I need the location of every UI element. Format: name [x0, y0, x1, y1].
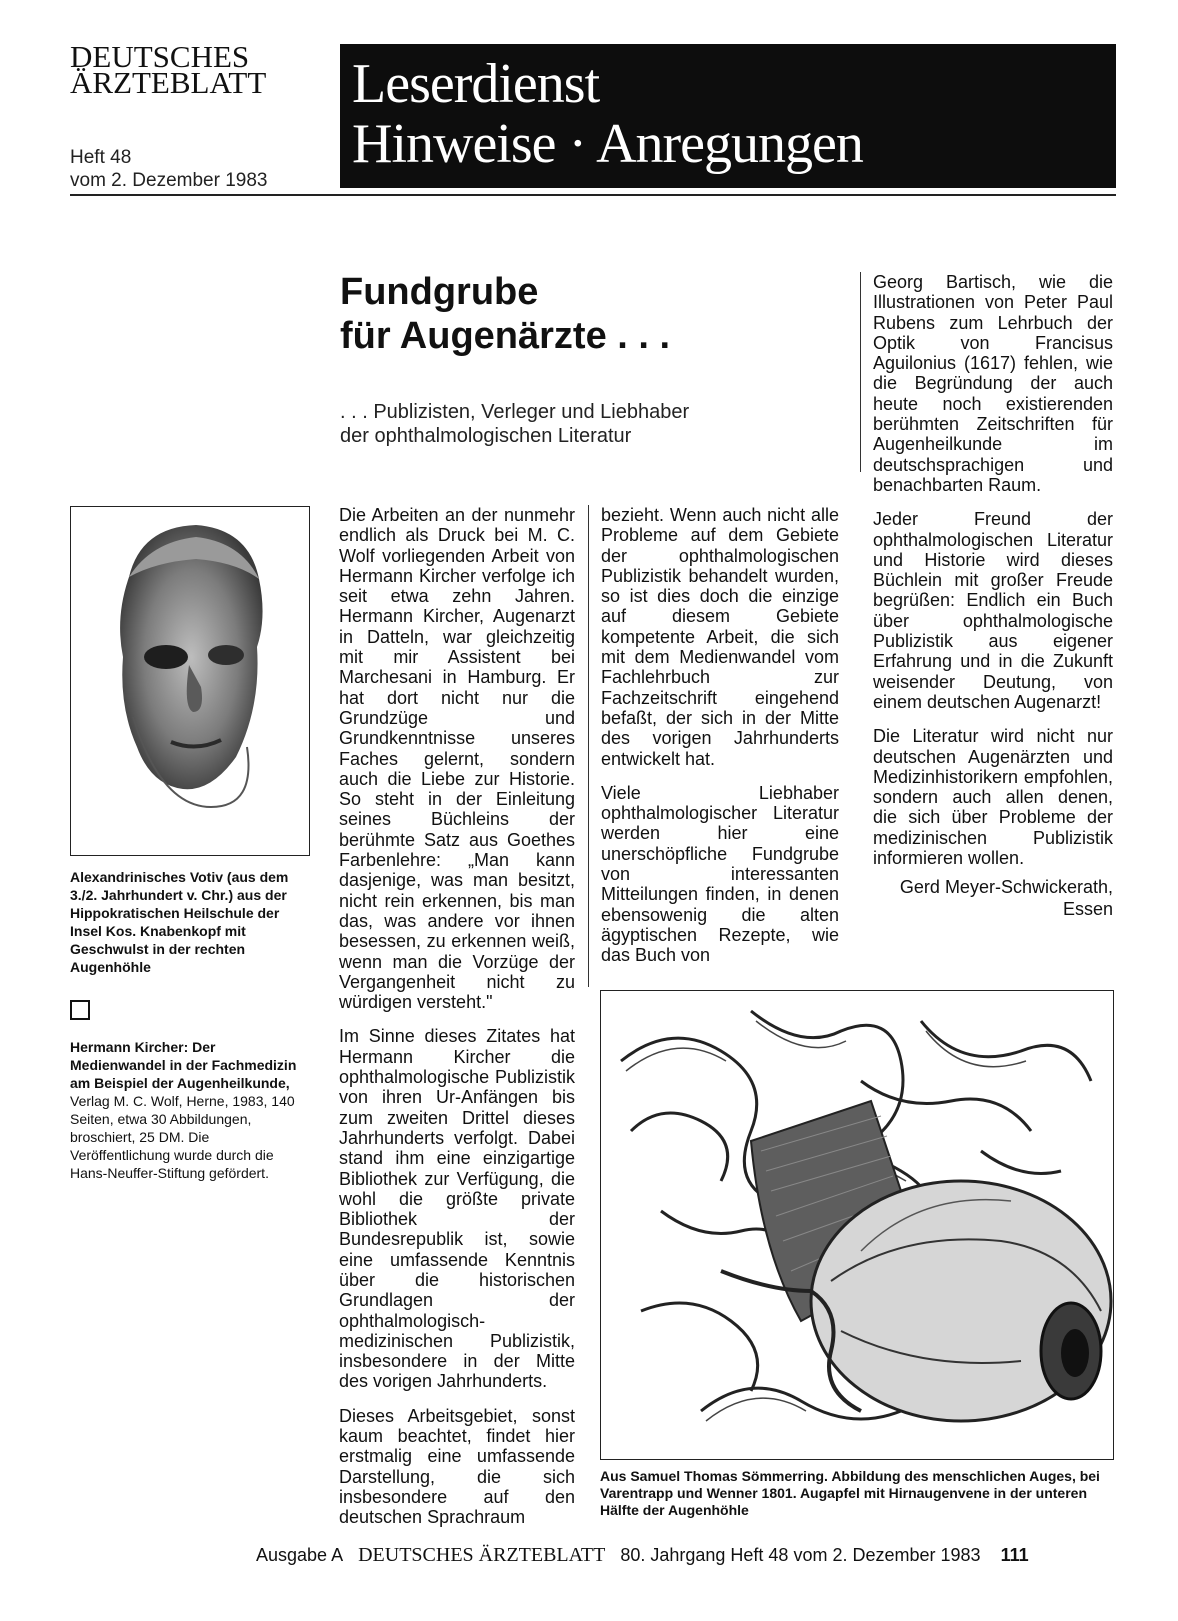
paragraph: Viele Liebhaber ophthalmologischer Literatur werden hier eine unerschöpfliche Fundgrube von interessanten Mitteilungen finden, in denen ebensowenig die alten ägyptischen Rezepte, wie das Buch von: [601, 782, 839, 966]
author-name: Gerd Meyer-Schwickerath,: [899, 877, 1113, 898]
headline-line2: für Augenärzte . . .: [340, 315, 671, 357]
issue-info: [70, 146, 268, 192]
banner-line2: Hinweise · Anregungen: [352, 113, 863, 175]
eye-illustration: [600, 990, 1114, 1460]
issue-date: vom 2. Dezember 1983: [70, 170, 268, 191]
issue-number: Heft 48: [70, 147, 132, 168]
column-divider: [860, 272, 861, 472]
subhead-line1: . . . Publizisten, Verleger und Liebhaber: [340, 401, 690, 423]
paragraph: Georg Bartisch, wie die Illustrationen von Peter Paul Rubens zum Lehrbuch der Optik von Francisus Aguilonius (1617) fehlen, wie die Begründung der auch heute noch existierenden berühmten Zeitschriften für Augenheilkunde im deutschsprachigen und benachbarten Raum.: [873, 272, 1113, 495]
headline-line1: Fundgrube: [340, 271, 539, 313]
book-title: Hermann Kircher: Der Medienwandel in der Fachmedizin am Beispiel der Augenheilkunde,: [70, 1039, 297, 1091]
paragraph: Im Sinne dieses Zitates hat Hermann Kircher die ophthalmologische Publizistik von ihren Ur-Anfängen bis zum zweiten Drittel dieses Jahrhunderts verfolgt. Dabei stand ihm eine einzigartige Bibliothek zur Verfügung, die wohl die größte private Bibliothek der Bundesrepublik ist, sowie eine umfassende Kenntnis über die historischen Grundlagen der ophthalmologisch-medizinischen Publizistik, insbesondere in der Mitte des vorigen Jahrhunderts.: [339, 1026, 575, 1392]
author-city: Essen: [1062, 899, 1113, 920]
column-divider: [588, 505, 589, 987]
paragraph: Die Arbeiten an der nunmehr endlich als Druck bei M. C. Wolf vorliegenden Arbeit von Hermann Kircher verfolge ich seit etwa zehn Jahren. Hermann Kircher, Augenarzt in Datteln, war gleichzeitig mit mir Assistent bei Marchesani in Hamburg. Er hat dort nicht nur die Grundzüge und Grundkenntnisse unseres Faches gelernt, sondern auch die Liebe zur Historie. So steht in der Einleitung seines Büchleins der berühmte Satz aus Goethes Farbenlehre: „Man kann dasjenige, was man besitzt, nicht rein erkennen, bis man das, was andere vor ihnen besessen, zu erkennen weiß, wenn man die Vorzüge der Vergangenheit nicht zu würdigen versteht.": [339, 505, 575, 1013]
masthead-line1: DEUTSCHES: [70, 39, 250, 74]
article-column-2: [601, 505, 839, 980]
masthead-logo: [70, 39, 320, 100]
eye-anatomy-drawing: [601, 991, 1113, 1459]
figure-caption: Aus Samuel Thomas Sömmerring. Abbildung des menschlichen Auges, bei Varentrapp und Wenner 1801. Augapfel mit Hirnaugenvene in der unteren Hälfte der Augenhöhle: [600, 1468, 1100, 1518]
article-subhead: [340, 400, 689, 448]
article-column-3: [873, 272, 1113, 920]
masthead-line2: ÄRZTEBLATT: [70, 65, 267, 100]
footer-brand: DEUTSCHES ÄRZTEBLATT: [358, 1544, 606, 1566]
article-headline: [340, 270, 670, 358]
paragraph: bezieht. Wenn auch nicht alle Probleme auf dem Gebiete der ophthalmologischen Publizistik behandelt wurden, so ist dies doch die einzige auf diesem Gebiete kompetente Arbeit, die sich mit dem Medienwandel vom Fachlehrbuch zur Fachzeitschrift eingehend befaßt, der sich in der Mitte des vorigen Jahrhunderts entwickelt hat.: [601, 505, 839, 769]
paragraph: Die Literatur wird nicht nur deutschen Augenärzten und Medizinhistorikern empfohlen, sondern auch allen denen, die sich über Probleme der medizinischen Publizistik informieren wollen.: [873, 726, 1113, 869]
book-reference: [70, 1038, 310, 1182]
banner-line1: Leserdienst: [352, 53, 600, 115]
page-number: 111: [1000, 1545, 1029, 1565]
author-signature: [873, 876, 1113, 920]
votive-head-image: [71, 507, 309, 855]
page-footer: [256, 1544, 1029, 1566]
paragraph: Dieses Arbeitsgebiet, sonst kaum beachtet, findet hier erstmalig eine umfassende Darstellung, die sich insbesondere auf den deutschen Sprachraum: [339, 1405, 575, 1528]
box-marker: [70, 1000, 90, 1020]
book-details: Verlag M. C. Wolf, Herne, 1983, 140 Seiten, etwa 30 Abbildungen, broschiert, 25 DM. Die Veröffentlichung wurde durch die Hans-Neuffer-Stiftung gefördert.: [70, 1093, 295, 1181]
section-banner: [340, 44, 1116, 188]
paragraph: Jeder Freund der ophthalmologischen Literatur und Historie wird dieses Büchlein mit großer Freude begrüßen: Endlich ein Buch über ophthalmologische Publizistik aus eigener Erfahrung und in die Zukunft weisender Deutung, von einem deutschen Augenarzt!: [873, 509, 1113, 712]
footer-edition: Ausgabe A: [256, 1545, 344, 1565]
votive-head-photo: [70, 506, 310, 856]
photo-caption: Alexandrinisches Votiv (aus dem 3./2. Jahrhundert v. Chr.) aus der Hippokratischen Heilschule der Insel Kos. Knabenkopf mit Geschwulst in der rechten Augenhöhle: [70, 869, 289, 975]
subhead-line2: der ophthalmologischen Literatur: [340, 425, 632, 447]
header-rule: [70, 194, 1116, 196]
footer-volume: 80. Jahrgang Heft 48 vom 2. Dezember 1983: [620, 1545, 981, 1565]
article-column-1: [339, 505, 575, 1542]
